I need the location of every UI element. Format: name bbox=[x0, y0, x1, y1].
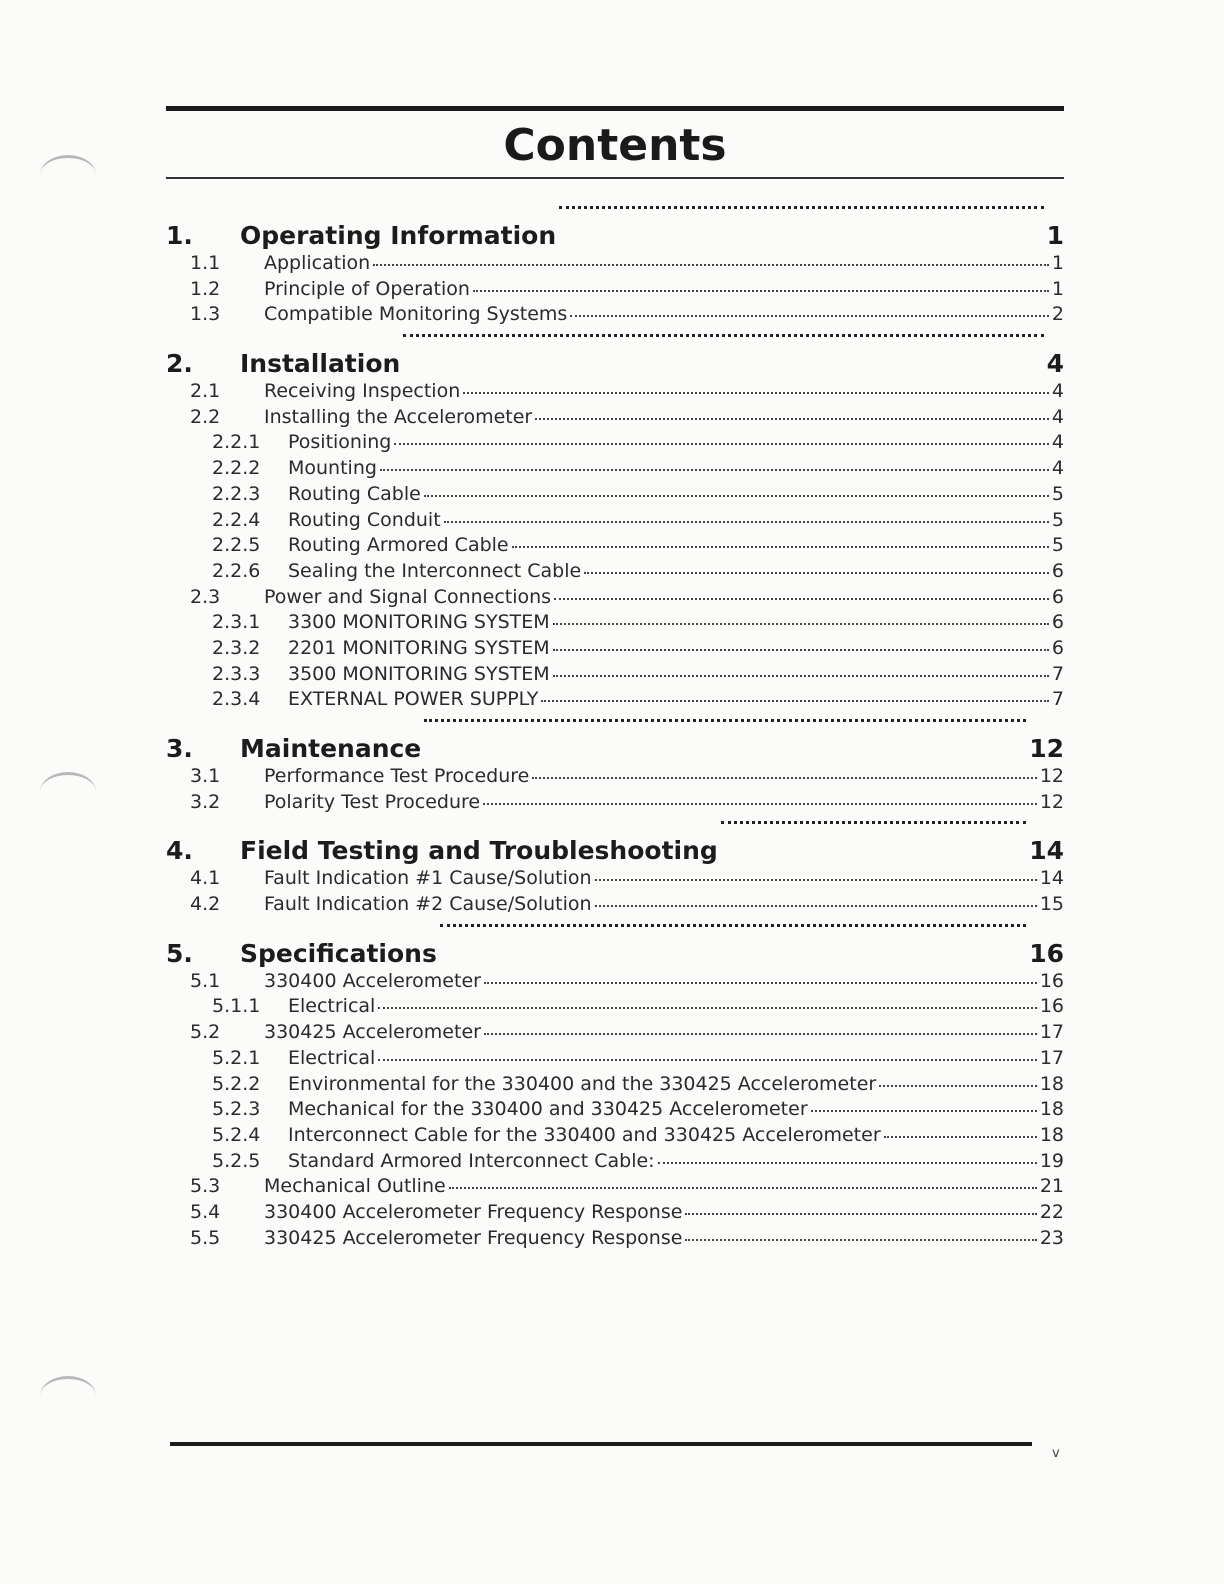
toc-subsubsection-entry[interactable] bbox=[166, 611, 1064, 637]
toc-subsection-number: 1.1 bbox=[190, 252, 221, 274]
toc-subsubsection-page: 6 bbox=[1051, 559, 1064, 582]
toc-subsubsection-number: 5.2.1 bbox=[212, 1046, 261, 1069]
toc-subsection-title: Polarity Test Procedure bbox=[264, 790, 481, 813]
toc-subsection-page: 2 bbox=[1051, 303, 1064, 326]
dot-leader bbox=[440, 924, 1026, 927]
toc-subsection-entry[interactable] bbox=[166, 1201, 1064, 1227]
toc-subsubsection-entry[interactable] bbox=[166, 1073, 1064, 1099]
dot-leader bbox=[658, 1162, 1037, 1164]
toc-subsubsection-number: 2.3.2 bbox=[212, 636, 261, 659]
dot-leader bbox=[403, 334, 1043, 337]
toc-subsection-title: Installing the Accelerometer bbox=[264, 405, 533, 428]
toc-section-number: 2. bbox=[166, 349, 193, 379]
toc-subsection-page: 15 bbox=[1039, 893, 1064, 916]
toc-subsection-title: 330400 Accelerometer bbox=[264, 969, 481, 992]
toc-subsubsection-title: Positioning bbox=[288, 431, 392, 454]
dot-leader bbox=[584, 572, 1049, 574]
toc-subsection-entry[interactable] bbox=[166, 970, 1064, 996]
toc-subsubsection-entry[interactable] bbox=[166, 1150, 1064, 1176]
dot-leader bbox=[394, 443, 1049, 445]
toc-section-entry[interactable] bbox=[166, 930, 1064, 970]
toc-subsection-number: 1.2 bbox=[190, 277, 221, 300]
toc-subsection-page: 1 bbox=[1051, 252, 1064, 274]
toc-section-page: 12 bbox=[1029, 734, 1064, 763]
toc-subsubsection-entry[interactable] bbox=[166, 637, 1064, 663]
toc-subsection-title: Principle of Operation bbox=[264, 277, 470, 300]
toc-section-page: 14 bbox=[1029, 836, 1064, 866]
toc-subsubsection-title: Electrical bbox=[288, 995, 376, 1018]
footer-rule bbox=[170, 1442, 1032, 1446]
toc-subsection-title: 330400 Accelerometer Frequency Response bbox=[264, 1200, 683, 1223]
toc-subsection-number: 2.2 bbox=[190, 405, 221, 428]
toc-section-title: Operating Information bbox=[240, 221, 557, 250]
toc-subsection-page: 4 bbox=[1051, 405, 1064, 428]
toc-subsubsection-title: Environmental for the 330400 and the 330425 Accelerometer bbox=[288, 1072, 877, 1095]
toc-subsection-number: 3.1 bbox=[190, 765, 221, 787]
dot-leader bbox=[473, 290, 1049, 292]
toc-subsection-entry[interactable] bbox=[166, 1227, 1064, 1253]
toc-subsection-title: Application bbox=[264, 252, 371, 274]
toc-subsubsection-number: 2.3.4 bbox=[212, 688, 261, 711]
toc-subsection-number: 3.2 bbox=[190, 790, 221, 813]
toc-section-entry[interactable] bbox=[166, 827, 1064, 867]
toc-subsubsection-number: 5.2.3 bbox=[212, 1098, 261, 1121]
toc-subsubsection-entry[interactable] bbox=[166, 431, 1064, 457]
toc-subsection-title: Mechanical Outline bbox=[264, 1175, 446, 1198]
toc-subsubsection-page: 5 bbox=[1051, 482, 1064, 505]
toc-subsection-entry[interactable] bbox=[166, 1021, 1064, 1047]
dot-leader bbox=[811, 1110, 1037, 1112]
toc-subsection-page: 12 bbox=[1039, 765, 1064, 787]
table-of-contents bbox=[166, 212, 1064, 1252]
dot-leader bbox=[424, 495, 1049, 497]
dot-leader bbox=[484, 1033, 1037, 1035]
toc-section-page: 4 bbox=[1046, 349, 1064, 379]
dot-leader bbox=[879, 1085, 1037, 1087]
toc-subsubsection-title: 3500 MONITORING SYSTEM bbox=[288, 662, 550, 685]
dot-leader bbox=[512, 546, 1049, 548]
toc-subsection-title: Performance Test Procedure bbox=[264, 765, 530, 787]
toc-subsubsection-title: Standard Armored Interconnect Cable: bbox=[288, 1149, 655, 1172]
toc-subsubsection-title: Interconnect Cable for the 330400 and 330425 Accelerometer bbox=[288, 1123, 881, 1146]
toc-subsection-number: 5.4 bbox=[190, 1200, 221, 1223]
dot-leader bbox=[463, 392, 1049, 394]
toc-subsection-title: Receiving Inspection bbox=[264, 380, 461, 403]
toc-subsection-entry[interactable] bbox=[166, 765, 1064, 791]
toc-subsubsection-entry[interactable] bbox=[166, 560, 1064, 586]
toc-section-title: Field Testing and Troubleshooting bbox=[240, 836, 718, 866]
toc-subsubsection-title: Routing Conduit bbox=[288, 508, 441, 531]
dot-leader bbox=[541, 700, 1049, 702]
toc-subsection-entry[interactable] bbox=[166, 586, 1064, 612]
toc-subsection-page: 6 bbox=[1051, 585, 1064, 608]
toc-section-number: 3. bbox=[166, 734, 193, 763]
toc-subsection-page: 12 bbox=[1039, 790, 1064, 813]
toc-subsubsection-number: 2.3.1 bbox=[212, 611, 261, 634]
dot-leader bbox=[553, 675, 1049, 677]
toc-subsubsection-page: 18 bbox=[1039, 1098, 1064, 1121]
binder-hole-mark bbox=[40, 1376, 96, 1416]
header-rule bbox=[166, 106, 1064, 111]
page-title: Contents bbox=[503, 120, 727, 171]
toc-subsubsection-page: 5 bbox=[1051, 508, 1064, 531]
dot-leader bbox=[483, 803, 1037, 805]
dot-leader bbox=[553, 649, 1049, 651]
toc-subsection-entry[interactable] bbox=[166, 380, 1064, 406]
toc-subsubsection-page: 5 bbox=[1051, 534, 1064, 557]
toc-subsection-page: 23 bbox=[1039, 1226, 1064, 1249]
toc-subsubsection-entry[interactable] bbox=[166, 688, 1064, 714]
toc-subsubsection-entry[interactable] bbox=[166, 995, 1064, 1021]
toc-section-number: 5. bbox=[166, 938, 193, 968]
toc-subsection-entry[interactable] bbox=[166, 893, 1064, 919]
toc-subsection-entry[interactable] bbox=[166, 252, 1064, 278]
dot-leader bbox=[380, 469, 1049, 471]
dot-leader bbox=[424, 719, 1026, 722]
dot-leader bbox=[685, 1213, 1036, 1215]
toc-subsubsection-title: Electrical bbox=[288, 1046, 376, 1069]
toc-subsection-number: 2.1 bbox=[190, 380, 221, 403]
toc-subsubsection-number: 2.2.4 bbox=[212, 508, 261, 531]
toc-subsection-page: 14 bbox=[1039, 867, 1064, 890]
toc-subsection-number: 5.2 bbox=[190, 1021, 221, 1044]
toc-subsection-page: 17 bbox=[1039, 1021, 1064, 1044]
toc-subsubsection-title: 3300 MONITORING SYSTEM bbox=[288, 611, 550, 634]
toc-subsection-page: 21 bbox=[1039, 1175, 1064, 1198]
toc-subsubsection-number: 2.2.1 bbox=[212, 431, 261, 454]
dot-leader bbox=[721, 821, 1026, 824]
toc-subsubsection-number: 2.2.2 bbox=[212, 457, 261, 480]
toc-subsection-entry[interactable] bbox=[166, 867, 1064, 893]
toc-subsection-entry[interactable] bbox=[166, 1175, 1064, 1201]
dot-leader bbox=[449, 1187, 1037, 1189]
dot-leader bbox=[553, 623, 1049, 625]
toc-subsubsection-title: EXTERNAL POWER SUPPLY bbox=[288, 688, 539, 711]
toc-subsection-number: 5.5 bbox=[190, 1226, 221, 1249]
toc-subsubsection-title: Sealing the Interconnect Cable bbox=[288, 559, 582, 582]
toc-subsubsection-number: 2.3.3 bbox=[212, 662, 261, 685]
toc-subsubsection-entry[interactable] bbox=[166, 1124, 1064, 1150]
toc-subsubsection-page: 19 bbox=[1039, 1149, 1064, 1172]
toc-subsubsection-number: 2.2.3 bbox=[212, 482, 261, 505]
toc-subsubsection-number: 5.2.5 bbox=[212, 1149, 261, 1172]
toc-section-number: 1. bbox=[166, 221, 193, 250]
toc-subsubsection-page: 4 bbox=[1051, 457, 1064, 480]
toc-subsection-title: Fault Indication #1 Cause/Solution bbox=[264, 867, 592, 890]
toc-subsection-page: 16 bbox=[1039, 969, 1064, 992]
dot-leader bbox=[378, 1059, 1036, 1061]
dot-leader bbox=[595, 879, 1037, 881]
binder-hole-mark bbox=[40, 772, 96, 812]
binder-hole-mark bbox=[40, 155, 96, 195]
toc-subsection-title: Power and Signal Connections bbox=[264, 585, 552, 608]
toc-subsubsection-number: 2.2.6 bbox=[212, 559, 261, 582]
dot-leader bbox=[444, 521, 1049, 523]
toc-section-number: 4. bbox=[166, 836, 193, 866]
dot-leader bbox=[559, 206, 1043, 209]
page-number: v bbox=[1052, 1446, 1060, 1461]
toc-subsubsection-page: 6 bbox=[1051, 611, 1064, 634]
toc-subsection-page: 22 bbox=[1039, 1200, 1064, 1223]
toc-subsection-number: 1.3 bbox=[190, 303, 221, 326]
toc-subsubsection-title: Routing Armored Cable bbox=[288, 534, 509, 557]
toc-subsection-entry[interactable] bbox=[166, 303, 1064, 329]
toc-subsubsection-page: 17 bbox=[1039, 1046, 1064, 1069]
toc-subsubsection-page: 7 bbox=[1051, 662, 1064, 685]
toc-subsection-entry[interactable] bbox=[166, 791, 1064, 817]
dot-leader bbox=[378, 1007, 1036, 1009]
toc-subsubsection-entry[interactable] bbox=[166, 1047, 1064, 1073]
toc-subsubsection-page: 7 bbox=[1051, 688, 1064, 711]
dot-leader bbox=[554, 598, 1049, 600]
toc-subsection-number: 4.2 bbox=[190, 893, 221, 916]
dot-leader bbox=[570, 315, 1049, 317]
toc-subsubsection-number: 5.1.1 bbox=[212, 995, 261, 1018]
toc-subsubsection-title: Mechanical for the 330400 and 330425 Accelerometer bbox=[288, 1098, 808, 1121]
toc-subsubsection-title: Mounting bbox=[288, 457, 377, 480]
toc-subsubsection-entry[interactable] bbox=[166, 534, 1064, 560]
toc-subsubsection-page: 18 bbox=[1039, 1123, 1064, 1146]
toc-subsubsection-title: 2201 MONITORING SYSTEM bbox=[288, 636, 550, 659]
toc-section-title: Installation bbox=[240, 349, 401, 379]
toc-subsection-title: Compatible Monitoring Systems bbox=[264, 303, 568, 326]
toc-section-entry[interactable] bbox=[166, 212, 1064, 252]
toc-subsection-number: 5.3 bbox=[190, 1175, 221, 1198]
toc-subsection-title: Fault Indication #2 Cause/Solution bbox=[264, 893, 592, 916]
toc-section-entry[interactable] bbox=[166, 340, 1064, 380]
toc-subsection-entry[interactable] bbox=[166, 406, 1064, 432]
toc-section-entry[interactable] bbox=[166, 725, 1064, 765]
toc-subsubsection-entry[interactable] bbox=[166, 483, 1064, 509]
toc-subsubsection-number: 2.2.5 bbox=[212, 534, 261, 557]
title-underline bbox=[166, 177, 1064, 179]
toc-subsubsection-page: 4 bbox=[1051, 431, 1064, 454]
toc-subsubsection-page: 16 bbox=[1039, 995, 1064, 1018]
toc-section-title: Specifications bbox=[240, 938, 437, 968]
toc-subsection-page: 4 bbox=[1051, 380, 1064, 403]
dot-leader bbox=[532, 777, 1036, 779]
toc-subsection-number: 4.1 bbox=[190, 867, 221, 890]
toc-section-page: 1 bbox=[1046, 221, 1064, 250]
dot-leader bbox=[535, 418, 1049, 420]
toc-subsubsection-entry[interactable] bbox=[166, 457, 1064, 483]
dot-leader bbox=[595, 905, 1037, 907]
dot-leader bbox=[373, 264, 1049, 266]
toc-subsection-number: 5.1 bbox=[190, 969, 221, 992]
toc-section-page: 16 bbox=[1029, 938, 1064, 968]
dot-leader bbox=[884, 1136, 1037, 1138]
toc-subsection-page: 1 bbox=[1051, 277, 1064, 300]
toc-subsubsection-page: 18 bbox=[1039, 1072, 1064, 1095]
toc-subsubsection-number: 5.2.4 bbox=[212, 1123, 261, 1146]
toc-subsection-title: 330425 Accelerometer bbox=[264, 1021, 481, 1044]
toc-section-title: Maintenance bbox=[240, 734, 422, 763]
toc-subsection-number: 2.3 bbox=[190, 585, 221, 608]
toc-subsubsection-entry[interactable] bbox=[166, 1098, 1064, 1124]
toc-subsubsection-title: Routing Cable bbox=[288, 482, 421, 505]
toc-subsubsection-number: 5.2.2 bbox=[212, 1072, 261, 1095]
toc-subsubsection-entry[interactable] bbox=[166, 509, 1064, 535]
toc-subsubsection-entry[interactable] bbox=[166, 663, 1064, 689]
toc-subsection-entry[interactable] bbox=[166, 278, 1064, 304]
dot-leader bbox=[484, 982, 1037, 984]
dot-leader bbox=[685, 1239, 1036, 1241]
toc-subsubsection-page: 6 bbox=[1051, 636, 1064, 659]
toc-subsection-title: 330425 Accelerometer Frequency Response bbox=[264, 1226, 683, 1249]
